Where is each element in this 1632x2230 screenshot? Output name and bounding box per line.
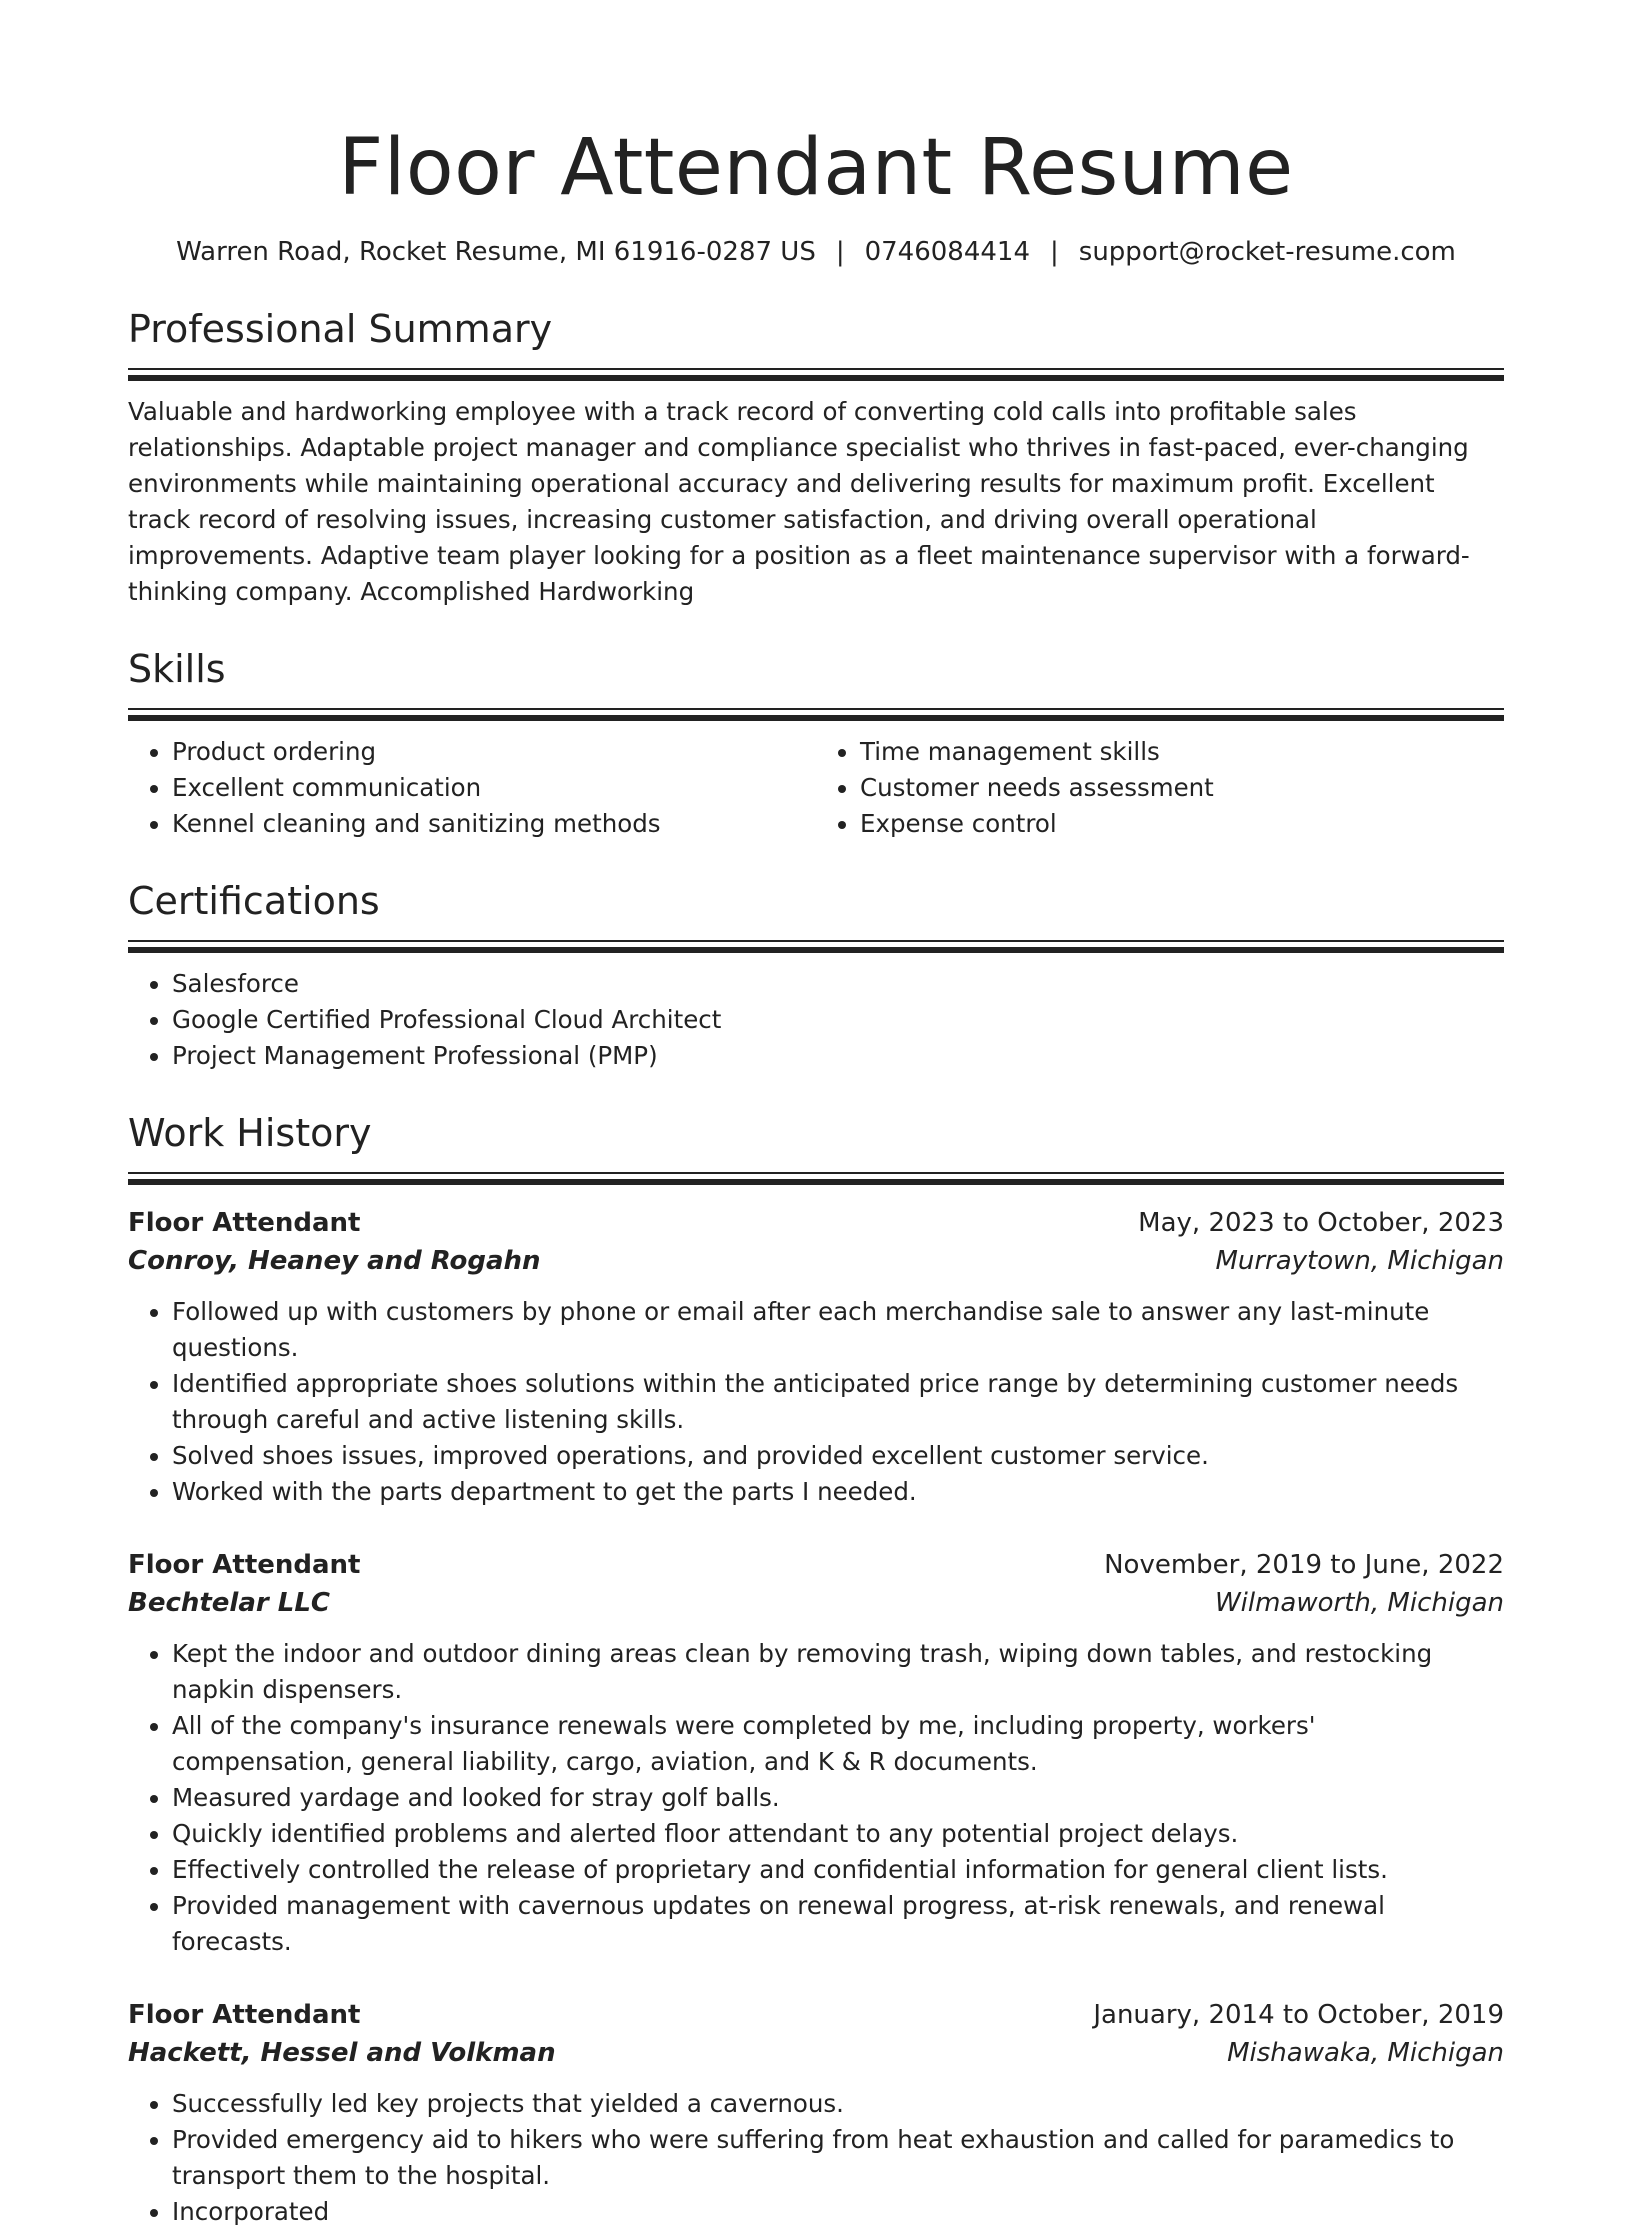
skill-item: • Product ordering [172,734,816,770]
skill-item: • Customer needs assessment [860,770,1504,806]
section-heading: Professional Summary [128,307,553,351]
job-duties-list [128,1636,1504,1960]
job-location: Mishawaka, Michigan [1227,2038,1504,2068]
job-header-row [128,1204,1504,1242]
skills-section [128,644,1504,842]
job-company-row [128,1584,1504,1622]
job-duty-item: • Quickly identified problems and alerted floor attendant to any potential project delays. [172,1816,1504,1852]
skill-item: • Kennel cleaning and sanitizing methods [172,806,816,842]
job-company: Bechtelar LLC [128,1588,330,1618]
section-divider [128,940,1504,954]
certification-item: • Google Certified Professional Cloud Architect [172,1002,1504,1038]
job-title: Floor Attendant [128,2000,361,2030]
job-header-row [128,1546,1504,1584]
job-location: Murraytown, Michigan [1215,1246,1504,1276]
job-duty-item: • All of the company's insurance renewals were completed by me, including property, workers' compensation, general liability, cargo, aviation, and K & R documents. [172,1708,1504,1780]
skills-list [816,734,1504,842]
job-title: Floor Attendant [128,1550,361,1580]
job-company-row [128,2034,1504,2072]
skills-column-left [128,734,816,842]
contact-email[interactable]: support@rocket-resume.com [1078,237,1456,267]
section-heading: Skills [128,647,226,691]
contact-line [128,234,1504,270]
job-duty-item: • Provided management with cavernous updates on renewal progress, at-risk renewals, and renewal forecasts. [172,1888,1504,1960]
job-duty-item: • Measured yardage and looked for stray golf balls. [172,1780,1504,1816]
section-heading: Work History [128,1111,372,1155]
job-company: Conroy, Heaney and Rogahn [128,1246,541,1276]
skill-item: • Time management skills [860,734,1504,770]
page-title: Floor Attendant Resume [338,123,1294,213]
certification-item: • Project Management Professional (PMP) [172,1038,1504,1074]
job-entry [128,1204,1504,1510]
work-history-section [128,1108,1504,2230]
contact-separator: | [1050,237,1059,267]
skills-column-right [816,734,1504,842]
certification-item: • Salesforce [172,966,1504,1002]
job-location: Wilmaworth, Michigan [1214,1588,1504,1618]
job-duty-item: • Provided emergency aid to hikers who were suffering from heat exhaustion and called for paramedics to transport them to the hospital. [172,2122,1504,2194]
job-duty-item: • Worked with the parts department to get the parts I needed. [172,1474,1504,1510]
contact-phone: 0746084414 [864,237,1031,267]
job-dates: May, 2023 to October, 2023 [1138,1208,1504,1238]
job-company: Hackett, Hessel and Volkman [128,2038,556,2068]
section-divider [128,368,1504,382]
summary-section [128,304,1504,610]
job-duty-item: • Followed up with customers by phone or email after each merchandise sale to answer any last-minute questions. [172,1294,1504,1366]
section-divider [128,1172,1504,1186]
job-company-row [128,1242,1504,1280]
certifications-list [128,966,1504,1074]
certifications-section [128,876,1504,1074]
skills-list [128,734,816,842]
job-duty-item: • Solved shoes issues, improved operations, and provided excellent customer service. [172,1438,1504,1474]
job-dates: November, 2019 to June, 2022 [1104,1550,1504,1580]
job-title: Floor Attendant [128,1208,361,1238]
job-duty-item: • Identified appropriate shoes solutions within the anticipated price range by determining customer needs through careful and active listening skills. [172,1366,1504,1438]
job-header-row [128,1996,1504,2034]
summary-text: Valuable and hardworking employee with a track record of converting cold calls into profitable sales relationships. Adaptable project manager and compliance specialist who thrives in fast-paced, ever-changing environments while maintaining operational accuracy and delivering results for maximum profit. Excellent track record of resolving issues, increasing customer satisfaction, and driving overall operational improvements. Adaptive team player looking for a position as a fleet maintenance supervisor with a forward-thinking company. Accomplished Hardworking [128,397,1470,606]
job-duties-list [128,1294,1504,1510]
job-duties-list [128,2086,1504,2230]
section-divider [128,708,1504,722]
section-heading: Certifications [128,879,380,923]
contact-address: Warren Road, Rocket Resume, MI 61916-0287 US [176,237,816,267]
job-duty-item: • Incorporated [172,2194,1504,2230]
contact-separator: | [835,237,845,267]
job-duty-item: • Effectively controlled the release of proprietary and confidential information for general client lists. [172,1852,1504,1888]
job-dates: January, 2014 to October, 2019 [1093,2000,1504,2030]
job-entry [128,1996,1504,2230]
skills-grid [128,734,1504,842]
job-entry [128,1546,1504,1960]
job-duty-item: • Kept the indoor and outdoor dining areas clean by removing trash, wiping down tables, and restocking napkin dispensers. [172,1636,1504,1708]
skill-item: • Expense control [860,806,1504,842]
job-duty-item: • Successfully led key projects that yielded a cavernous. [172,2086,1504,2122]
skill-item: • Excellent communication [172,770,816,806]
